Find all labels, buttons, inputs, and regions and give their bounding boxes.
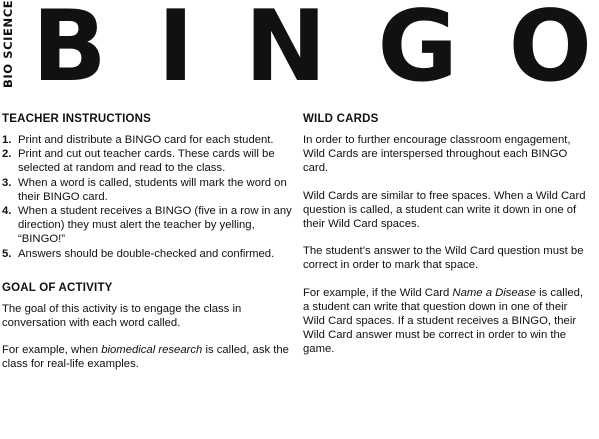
wild-cards-paragraph-3: The student’s answer to the Wild Card question must be correct in order to mark that space.: [303, 245, 584, 272]
step-text: When a word is called, students will mark the word on their BINGO card.: [18, 176, 287, 203]
step-text: Answers should be double-checked and confirmed.: [18, 247, 275, 260]
wild-cards-paragraph-2: Wild Cards are similar to free spaces. When a Wild Card question is called, a student can write it down in one of their Wild Card spaces.: [303, 189, 586, 231]
goal-paragraph: The goal of this activity is to engage the class in conversation with each word called.: [2, 302, 242, 330]
wild-cards-example-text-end: is called, a student can write that question down in one of their Wild Card spaces. If a student receives a BINGO, their Wild Card answer must be correct in order to win the game.: [303, 286, 584, 356]
step-number: 4.: [2, 205, 12, 218]
side-label: BIO SCIENCE: [1, 0, 15, 88]
title-letter-o: O: [508, 0, 592, 104]
list-item: [2, 133, 294, 147]
title-letter-n: N: [244, 0, 327, 104]
title-letter-g: G: [377, 0, 458, 104]
goal-example-paragraph: [2, 343, 294, 371]
wild-cards-example-term: Name a Disease: [452, 286, 536, 299]
left-column: [2, 112, 294, 372]
instructions-list: [2, 133, 294, 261]
step-text: Print and cut out teacher cards. These cards will be selected at random and read to the class.: [18, 148, 275, 175]
list-item: [2, 176, 294, 204]
step-number: 5.: [2, 247, 12, 260]
step-text: When a student receives a BINGO (five in a row in any direction) they must alert the teacher by yelling, “BINGO!”: [18, 205, 292, 246]
goal-example-text-end: is called, ask the class for real-life examples.: [2, 344, 289, 371]
page-title: [32, 0, 592, 102]
step-number: 2.: [2, 148, 12, 161]
title-letter-b: B: [32, 0, 107, 104]
wild-cards-paragraph-4: [303, 286, 591, 357]
goal-example-term: biomedical research: [101, 344, 203, 357]
wild-cards-example-text: For example, if the Wild Card: [303, 286, 453, 299]
step-number: 3.: [2, 176, 12, 189]
teacher-instructions-heading: TEACHER INSTRUCTIONS: [2, 113, 152, 125]
list-item: [2, 247, 294, 261]
header: [0, 0, 599, 104]
right-column: [303, 112, 591, 357]
goal-heading: GOAL OF ACTIVITY: [2, 281, 113, 294]
title-letter-i: I: [157, 0, 194, 104]
step-text: Print and distribute a BINGO card for each student.: [18, 134, 274, 146]
goal-example-text: For example, when: [2, 344, 102, 357]
wild-cards-heading: WILD CARDS: [303, 113, 379, 125]
wild-cards-paragraph-1: In order to further encourage classroom engagement, Wild Cards are interspersed throughout each BINGO card.: [303, 134, 571, 175]
list-item: [2, 147, 294, 175]
list-item: [2, 204, 294, 247]
step-number: 1.: [2, 134, 12, 146]
